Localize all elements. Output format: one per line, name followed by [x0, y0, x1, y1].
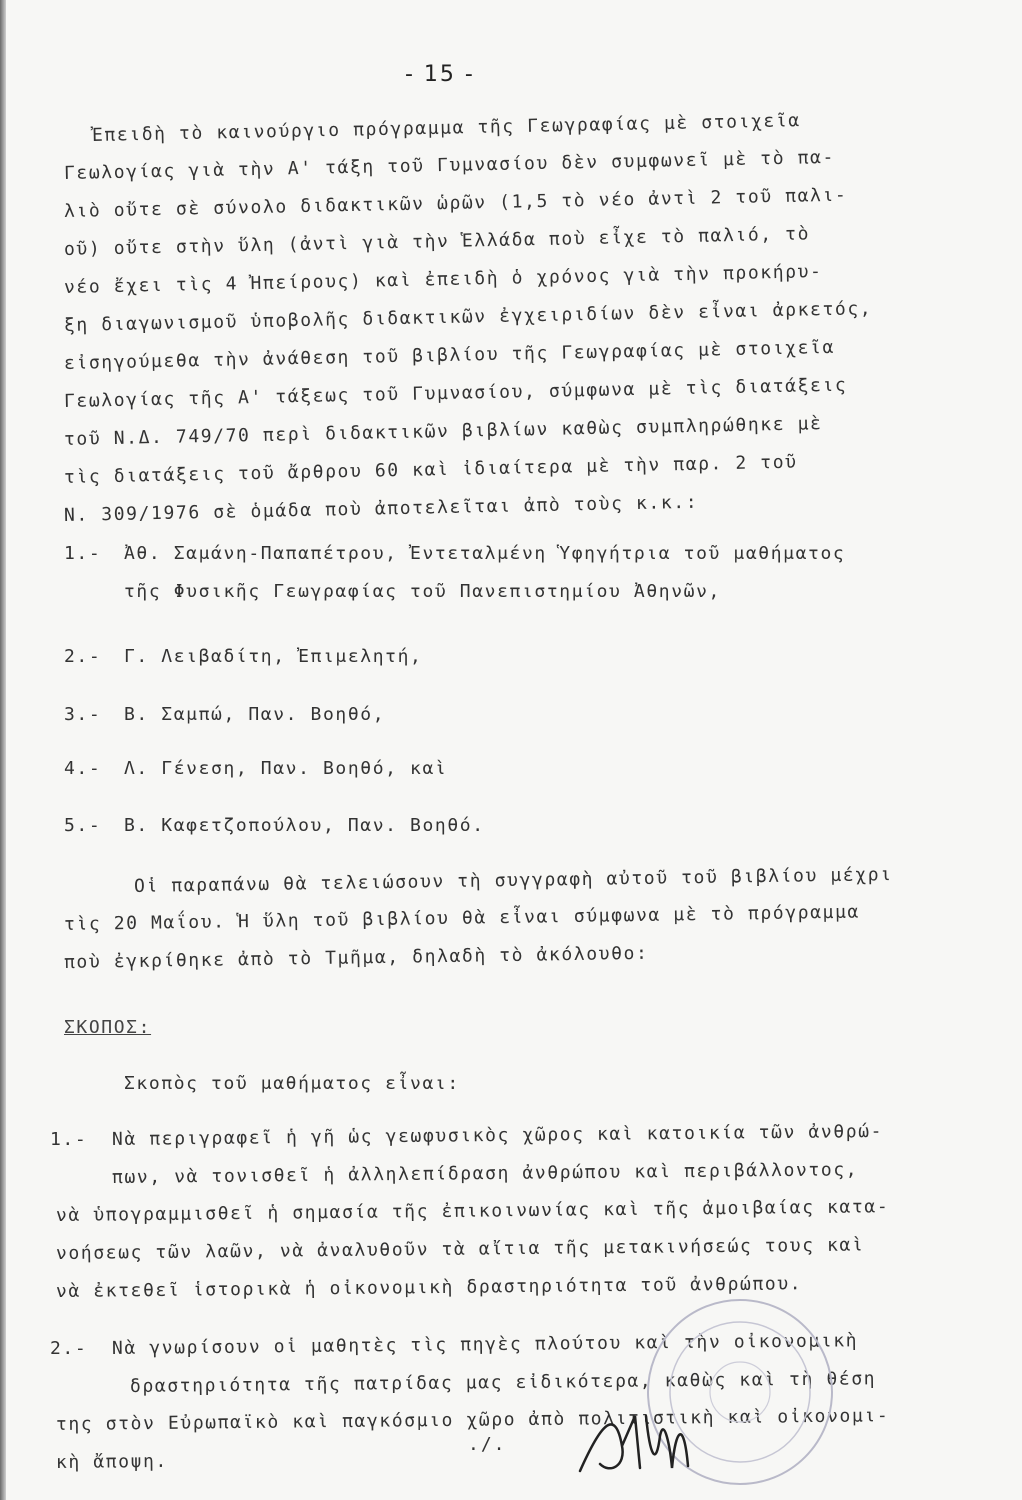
intro-line: Γεωλογίας τῆς Α' τάξεως τοῦ Γυμνασίου, σύμφωνα μὲ τὶς διατάξεις	[63, 374, 848, 412]
objective-number: 1.-	[50, 1129, 88, 1150]
intro-line: τὶς διατάξεις τοῦ ἄρθρου 60 καὶ ἰδιαίτερα μὲ τὴν παρ. 2 τοῦ	[63, 451, 798, 488]
objective-number: 2.-	[50, 1338, 88, 1359]
objective-line: νοήσεως τῶν λαῶν, νὰ ἀναλυθοῦν τὰ αἴτια τῆς μετακινήσεώς τους καὶ	[55, 1234, 865, 1264]
objective-line: νὰ ἐκτεθεῖ ἱστορικὰ ἡ οἰκονομικὴ δραστηριότητα τοῦ ἀνθρώπου.	[55, 1273, 803, 1302]
section-heading: ΣΚΟΠΟΣ:	[64, 1017, 152, 1038]
committee-member-line: Β. Καφετζοπούλου, Παν. Βοηθό.	[124, 815, 485, 836]
intro-line: οῦ) οὔτε στὴν ὕλη (ἀντὶ γιὰ τὴν Ἑλλάδα ποὺ εἶχε τὸ παλιό, τὸ	[63, 223, 811, 260]
committee-number: 1.-	[64, 543, 102, 564]
committee-member-line: Β. Σαμπώ, Παν. Βοηθό,	[124, 704, 386, 725]
committee-number: 4.-	[64, 758, 102, 779]
objective-line: Νὰ περιγραφεῖ ἡ γῆ ὡς γεωφυσικὸς χῶρος καὶ κατοικία τῶν ἀνθρώ-	[111, 1120, 884, 1150]
objective-line: νὰ ὑπογραμμισθεῖ ἡ σημασία τῆς ἐπικοινωνίας καὶ τῆς ἀμοιβαίας κατα-	[55, 1196, 890, 1226]
committee-member-line: Λ. Γένεση, Παν. Βοηθό, καὶ	[124, 758, 448, 779]
intro-line: τοῦ Ν.Δ. 749/70 περὶ διδακτικῶν βιβλίων καθὼς συμπληρώθηκε μὲ	[63, 413, 823, 450]
closing-line: ποὺ ἐγκρίθηκε ἀπὸ τὸ Τμῆμα, δηλαδὴ τὸ ἀκόλουθο:	[63, 942, 649, 973]
purpose-intro: Σκοπὸς τοῦ μαθήματος εἶναι:	[124, 1073, 460, 1094]
objective-line: Νὰ γνωρίσουν οἱ μαθητὲς τὶς πηγὲς πλούτου καὶ τὴν οἰκονομικὴ	[111, 1330, 859, 1359]
intro-line: Ἐπειδὴ τὸ καινούργιο πρόγραμμα τῆς Γεωγραφίας μὲ στοιχεῖα	[91, 110, 801, 146]
intro-line: εἰσηγούμεθα τὴν ἀνάθεση τοῦ βιβλίου τῆς Γεωγραφίας μὲ στοιχεῖα	[63, 336, 836, 374]
intro-line: νέο ἔχει τὶς 4 Ἠπείρους) καὶ ἐπειδὴ ὁ χρόνος γιὰ τὴν προκήρυ-	[63, 261, 823, 298]
continuation-mark: ./.	[468, 1434, 507, 1455]
closing-line: τὶς 20 Μαΐου. Ἡ ὕλη τοῦ βιβλίου θὰ εἶναι σύμφωνα μὲ τὸ πρόγραμμα	[63, 901, 861, 935]
committee-member-line: Ἀθ. Σαμάνη-Παπαπέτρου, Ἐντεταλμένη Ὑφηγήτρια τοῦ μαθήματος	[124, 543, 846, 564]
objective-line: κὴ ἄποψη.	[55, 1450, 169, 1473]
page-edge-shadow	[0, 0, 6, 1500]
committee-number: 2.-	[64, 646, 102, 667]
closing-line: Οἱ παραπάνω θὰ τελειώσουν τὴ συγγραφὴ αὐτοῦ τοῦ βιβλίου μέχρι	[133, 864, 893, 897]
committee-number: 5.-	[64, 815, 102, 836]
page-number: - 15 -	[405, 62, 475, 87]
intro-line: ξη διαγωνισμοῦ ὑποβολῆς διδακτικῶν ἐγχειριδίων δὲν εἶναι ἀρκετός,	[63, 298, 873, 336]
intro-line: λιὸ οὔτε σὲ σύνολο διδακτικῶν ὡρῶν (1,5 τὸ νέο ἀντὶ 2 τοῦ παλι-	[63, 184, 848, 222]
intro-line: Ν. 309/1976 σὲ ὁμάδα ποὺ ἀποτελεῖται ἀπὸ τοὺς κ.κ.:	[63, 491, 699, 526]
handwritten-signature	[560, 1386, 740, 1486]
committee-member-line: Γ. Λειβαδίτη, Ἐπιμελητή,	[124, 646, 423, 667]
committee-number: 3.-	[64, 704, 102, 725]
objective-line: δραστηριότητα τῆς πατρίδας μας εἰδικότερα, καθὼς καὶ τὴ θέση	[129, 1368, 877, 1397]
objective-line: πων, νὰ τονισθεῖ ἡ ἀλληλεπίδραση ἀνθρώπου καὶ περιβάλλοντος,	[111, 1159, 859, 1188]
committee-member-line: τῆς Φυσικῆς Γεωγραφίας τοῦ Πανεπιστημίου Ἀθηνῶν,	[124, 581, 721, 602]
intro-line: Γεωλογίας γιὰ τὴν Α' τάξη τοῦ Γυμνασίου δὲν συμφωνεῖ μὲ τὸ πα-	[63, 146, 836, 184]
objective-line: της στὸν Εὐρωπαϊκὸ καὶ παγκόσμιο χῶρο ἀπὸ πολιτιστικὴ καὶ οἰκονομι-	[55, 1405, 890, 1435]
